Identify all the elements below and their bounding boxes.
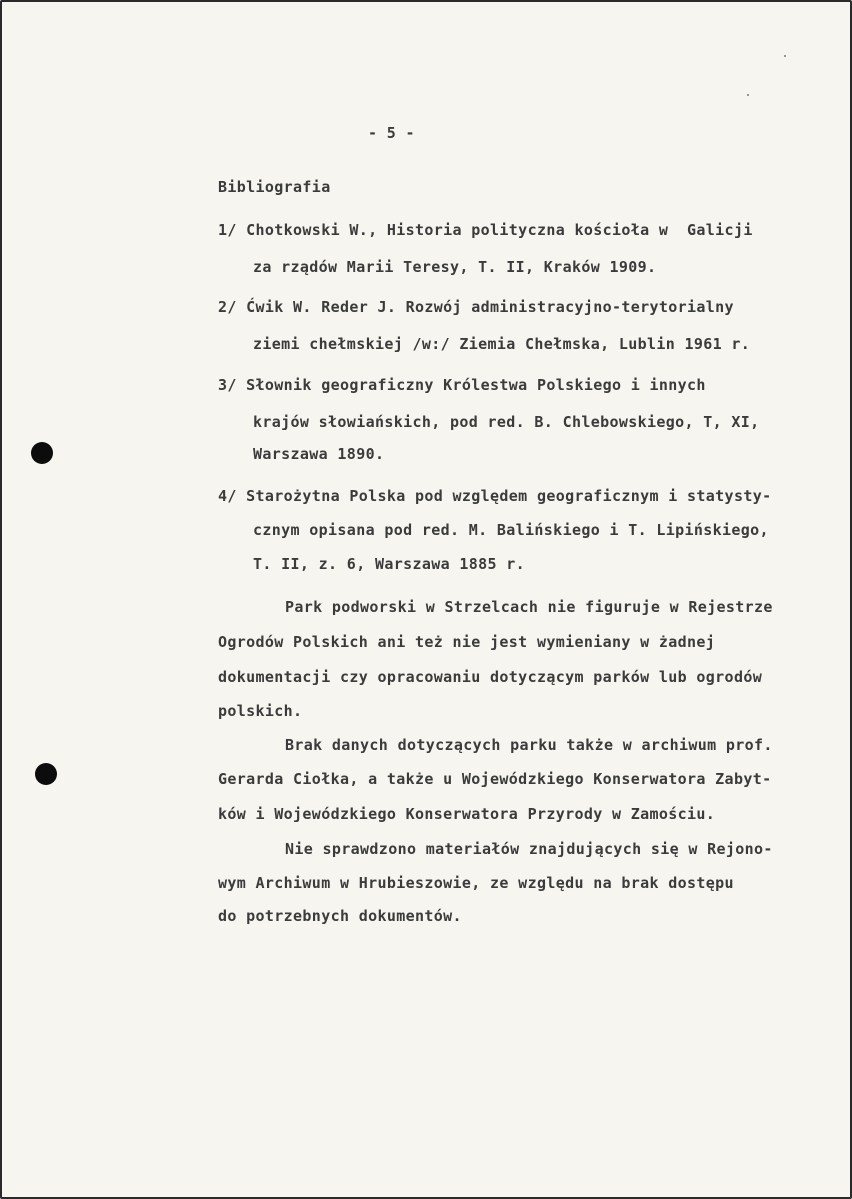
paragraph-1-line-2: Ogrodów Polskich ani też nie jest wymieniany w żadnej	[218, 633, 716, 651]
paragraph-1-line-1: Park podworski w Strzelcach nie figuruje w Rejestrze	[285, 598, 773, 616]
paragraph-2-line-2: Gerarda Ciołka, a także u Wojewódzkiego Konserwatora Zabyt-	[218, 770, 772, 788]
paragraph-3-line-2: wym Archiwum w Hrubieszowie, ze względu na brak dostępu	[218, 874, 734, 892]
bibliography-entry-1-line-2: za rządów Marii Teresy, T. II, Kraków 1909.	[253, 258, 657, 276]
bibliography-entry-2-line-2: ziemi chełmskiej /w:/ Ziemia Chełmska, Lublin 1961 r.	[253, 335, 751, 353]
bibliography-heading: Bibliografia	[218, 178, 331, 196]
paper-speck	[747, 94, 749, 96]
bibliography-entry-3-line-2: krajów słowiańskich, pod red. B. Chlebowskiego, T, XI,	[253, 413, 760, 431]
bibliography-entry-4-line-3: T. II, z. 6, Warszawa 1885 r.	[253, 555, 526, 573]
paragraph-2-line-3: ków i Wojewódzkiego Konserwatora Przyrody w Zamościu.	[218, 805, 716, 823]
paragraph-2-line-1: Brak danych dotyczących parku także w archiwum prof.	[285, 736, 773, 754]
punch-hole-top	[31, 442, 53, 464]
bibliography-entry-2-line-1: 2/ Ćwik W. Reder J. Rozwój administracyjno-terytorialny	[218, 298, 734, 316]
page-number: - 5 -	[368, 124, 415, 142]
bibliography-entry-1-line-1: 1/ Chotkowski W., Historia polityczna kościoła w Galicji	[218, 221, 753, 239]
paragraph-3-line-1: Nie sprawdzono materiałów znajdujących się w Rejono-	[285, 840, 773, 858]
bibliography-entry-4-line-1: 4/ Starożytna Polska pod względem geograficznym i statysty-	[218, 487, 772, 505]
bibliography-entry-3-line-1: 3/ Słownik geograficzny Królestwa Polskiego i innych	[218, 376, 706, 394]
bibliography-entry-4-line-2: cznym opisana pod red. M. Balińskiego i T. Lipińskiego,	[253, 521, 769, 539]
paper-speck	[784, 55, 786, 57]
paragraph-1-line-3: dokumentacji czy opracowaniu dotyczącym parków lub ogrodów	[218, 668, 763, 686]
paragraph-1-line-4: polskich.	[218, 702, 303, 720]
paragraph-3-line-3: do potrzebnych dokumentów.	[218, 907, 462, 925]
punch-hole-bottom	[35, 763, 57, 785]
bibliography-entry-3-line-3: Warszawa 1890.	[253, 445, 385, 463]
